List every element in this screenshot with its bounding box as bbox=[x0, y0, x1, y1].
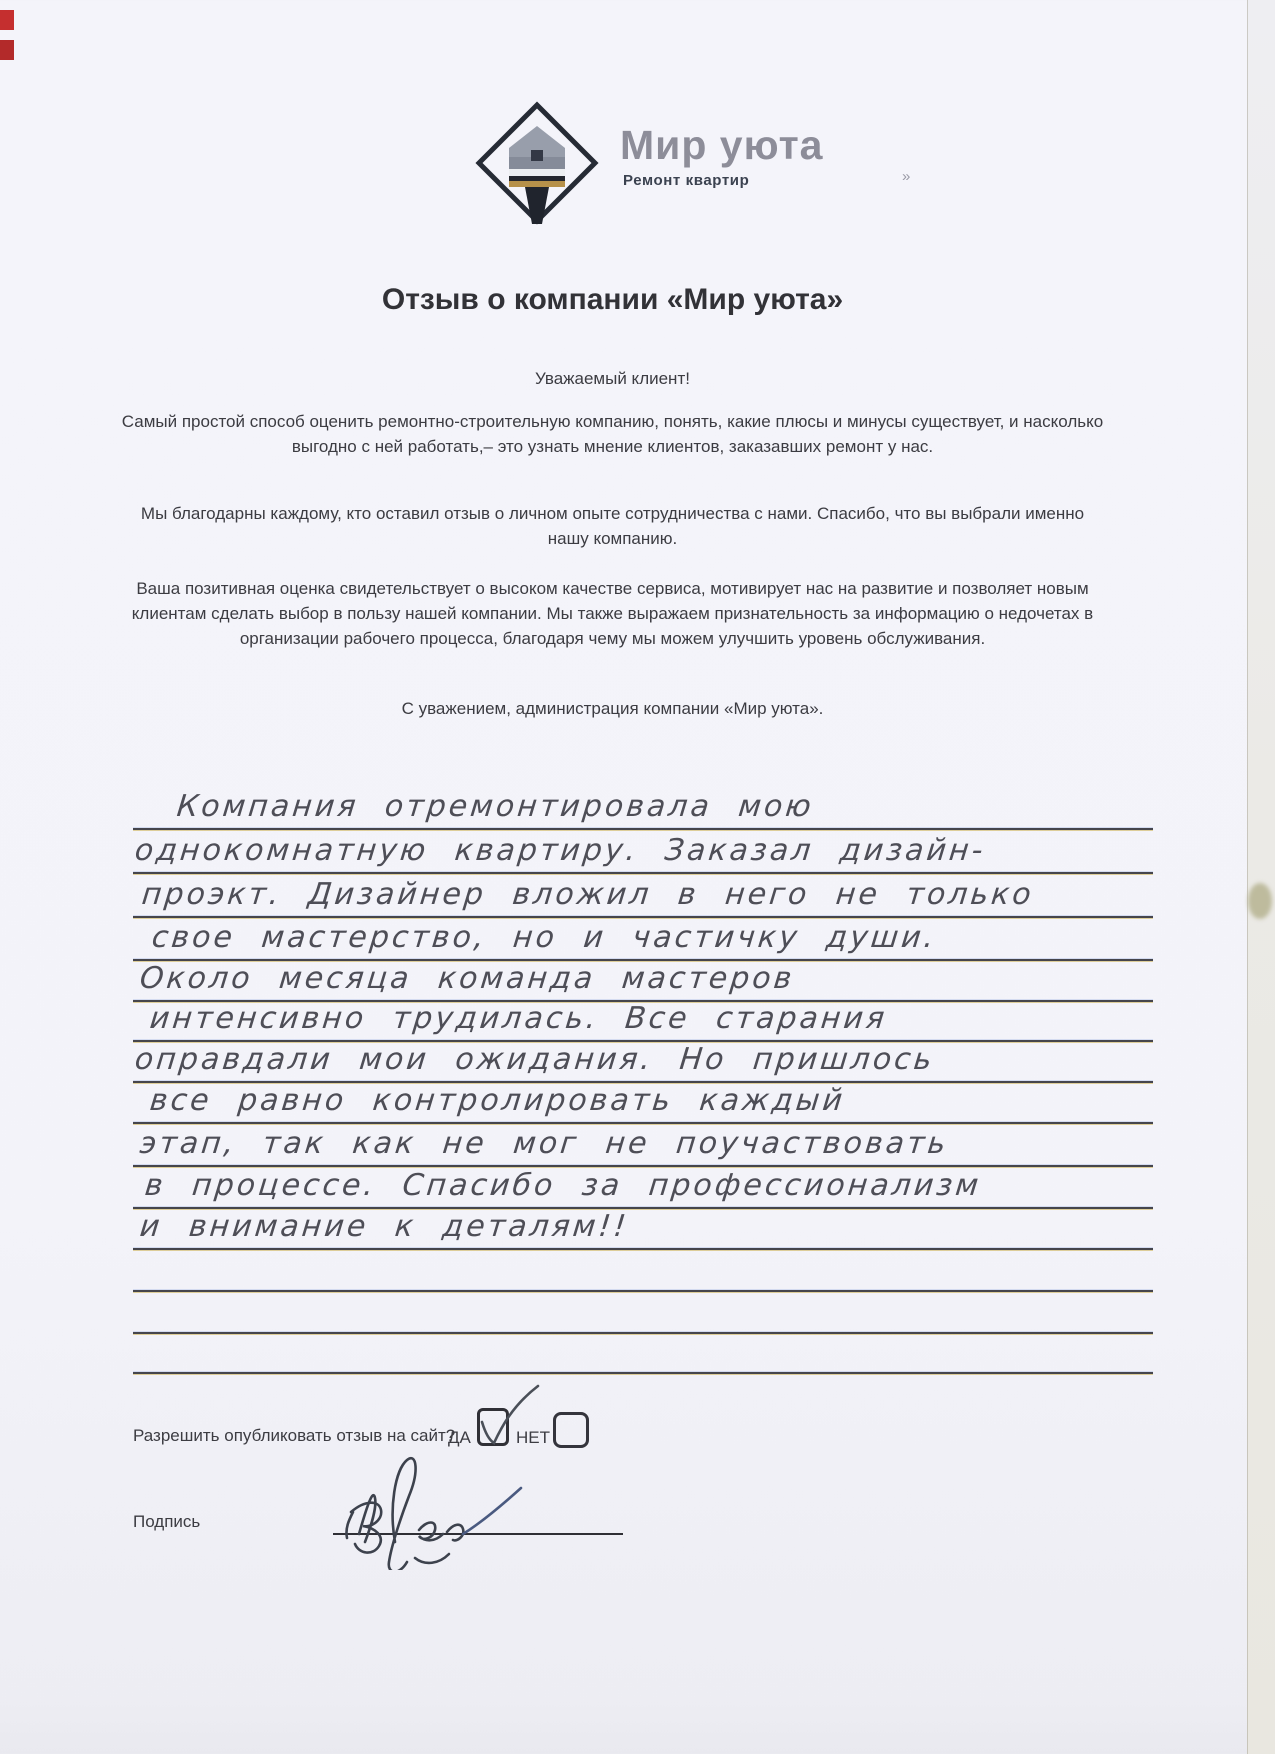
closing-line: С уважением, администрация компании «Мир уюта». bbox=[401, 699, 824, 718]
greeting-text: Уважаемый клиент! bbox=[535, 369, 690, 388]
ruled-line bbox=[133, 828, 1153, 830]
review-handwritten-line: однокомнатную квартиру. Заказал дизайн- bbox=[133, 833, 988, 868]
yes-label: ДА bbox=[448, 1428, 471, 1447]
no-label: НЕТ bbox=[516, 1428, 550, 1447]
signature-label: Подпись bbox=[133, 1512, 201, 1531]
ruled-line bbox=[133, 1122, 1153, 1124]
review-handwritten-line: Компания отремонтировала мою bbox=[175, 789, 816, 824]
handwritten-signature bbox=[315, 1450, 545, 1570]
ruled-line bbox=[133, 1332, 1153, 1334]
publish-question: Разрешить опубликовать отзыв на сайт? bbox=[133, 1426, 456, 1445]
ruled-line bbox=[133, 916, 1153, 918]
ruled-line bbox=[133, 872, 1153, 874]
ruled-line bbox=[133, 1290, 1153, 1292]
intro-paragraph-1: Самый простой способ оценить ремонтно-строительную компанию, понять, какие плюсы и минусы существует, и насколько выгодно с ней работать,– это узнать мнение клиентов, заказавших ремонт у нас. bbox=[121, 412, 1104, 456]
paintbrush-diamond-icon bbox=[472, 98, 602, 228]
review-handwritten-line: все равно контролировать каждый bbox=[148, 1083, 847, 1118]
scan-stain bbox=[1248, 883, 1272, 919]
intro-paragraph-3: Ваша позитивная оценка свидетельствует о высоком качестве сервиса, мотивирует нас на развитие и позволяет новым клиентам сделать выбор в пользу нашей компании. Мы также выражаем признательность за информацию о недочетах в организации рабочего процесса, благодаря чему мы можем улучшить уровень обслуживания. bbox=[131, 579, 1094, 648]
review-handwritten-line: проэкт. Дизайнер вложил в него не только bbox=[140, 877, 1036, 912]
review-handwritten-line: и внимание к деталям!! bbox=[138, 1209, 631, 1244]
intro-paragraph-2: Мы благодарны каждому, кто оставил отзыв о личном опыте сотрудничества с нами. Спасибо, что вы выбрали именно нашу компанию. bbox=[140, 504, 1085, 548]
scan-artifact-red-top bbox=[0, 10, 14, 30]
paper-edge-shadow bbox=[1247, 0, 1275, 1754]
no-checkbox[interactable] bbox=[553, 1412, 589, 1448]
review-handwritten-line: свое мастерство, но и частичку души. bbox=[150, 920, 939, 955]
review-handwritten-line: оправдали мои ожидания. Но пришлось bbox=[133, 1042, 937, 1077]
page-title: Отзыв о компании «Мир уюта» bbox=[381, 283, 844, 316]
review-handwritten-line: Около месяца команда мастеров bbox=[138, 961, 797, 996]
scan-speck: » bbox=[902, 168, 911, 185]
review-handwritten-line: этап, так как не мог не поучаствовать bbox=[138, 1126, 951, 1161]
company-logo bbox=[472, 98, 942, 218]
ruled-line bbox=[133, 1248, 1153, 1250]
scan-artifact-red-bottom bbox=[0, 40, 14, 60]
brand-tagline: Ремонт квартир bbox=[623, 172, 750, 189]
review-handwritten-line: в процессе. Спасибо за профессионализм bbox=[143, 1168, 983, 1203]
brand-name: Мир уюта bbox=[620, 122, 824, 168]
ruled-line bbox=[133, 1372, 1153, 1374]
review-handwritten-line: интенсивно трудилась. Все старания bbox=[148, 1001, 890, 1036]
